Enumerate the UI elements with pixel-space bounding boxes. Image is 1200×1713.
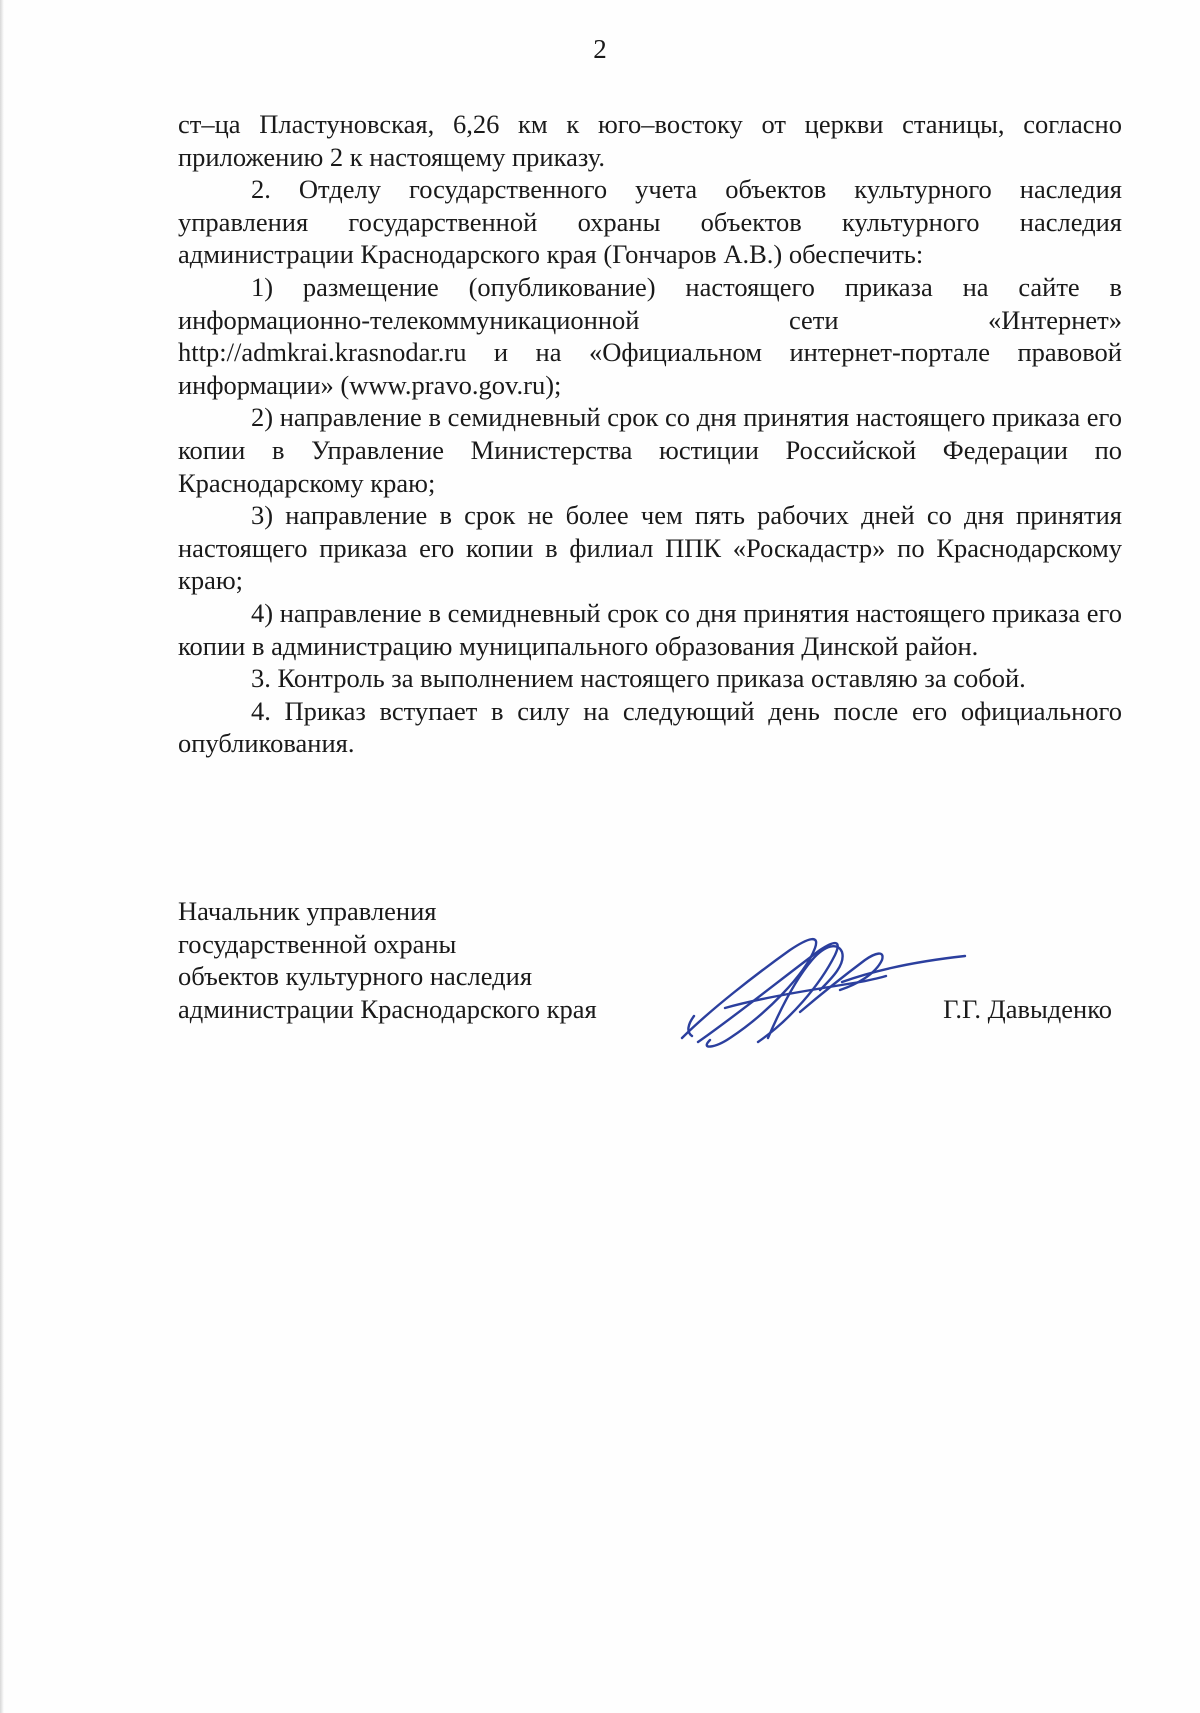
paragraph-item-2: 2. Отделу государственного учета объектов культурного наследия управления государственной охраны объектов культурного наследия администрации Краснодарского края (Гончаров А.В.) обеспечить: — [178, 174, 1122, 270]
handwritten-signature — [670, 920, 970, 1060]
document-body — [178, 108, 1122, 760]
signatory-title-line: администрации Краснодарского края — [178, 993, 597, 1024]
paragraph-subitem-3: 3) направление в срок не более чем пять рабочих дней со дня принятия настоящего приказа его копии в филиал ППК «Роскадастр» по Краснодарскому краю; — [178, 500, 1122, 596]
paragraph-subitem-1: 1) размещение (опубликование) настоящего приказа на сайте в информационно-телекоммуникационной сети «Интернет» http://admkrai.krasnodar.ru и на «Официальном интернет-портале правовой информации» (www.pravo.gov.ru); — [178, 271, 1122, 400]
signatory-title-line: объектов культурного наследия — [178, 961, 533, 992]
paragraph-subitem-4: 4) направление в семидневный срок со дня принятия настоящего приказа его копии в администрацию муниципального образования Динской район. — [178, 597, 1122, 661]
paragraph-subitem-2: 2) направление в семидневный срок со дня принятия настоящего приказа его копии в Управление Министерства юстиции Российской Федерации по Краснодарскому краю; — [178, 402, 1122, 498]
signatory-name: Г.Г. Давыденко — [943, 993, 1112, 1024]
signatory-title — [178, 895, 698, 1025]
paragraph-continuation: ст–ца Пластуновская, 6,26 км к юго–востоку от церкви станицы, согласно приложению 2 к настоящему приказу. — [178, 109, 1122, 172]
signature-stroke — [698, 943, 838, 1042]
signatory-title-line: Начальник управления — [178, 896, 437, 926]
page-number: 2 — [593, 34, 607, 64]
scan-edge-shadow — [0, 0, 4, 1713]
paragraph-item-3: 3. Контроль за выполнением настоящего приказа оставляю за собой. — [251, 663, 1026, 694]
paragraph-item-4: 4. Приказ вступает в силу на следующий день после его официального опубликования. — [178, 695, 1122, 759]
signature-block — [178, 895, 1122, 1065]
signatory-title-line: государственной охраны — [178, 928, 457, 959]
signature-stroke — [842, 956, 965, 982]
